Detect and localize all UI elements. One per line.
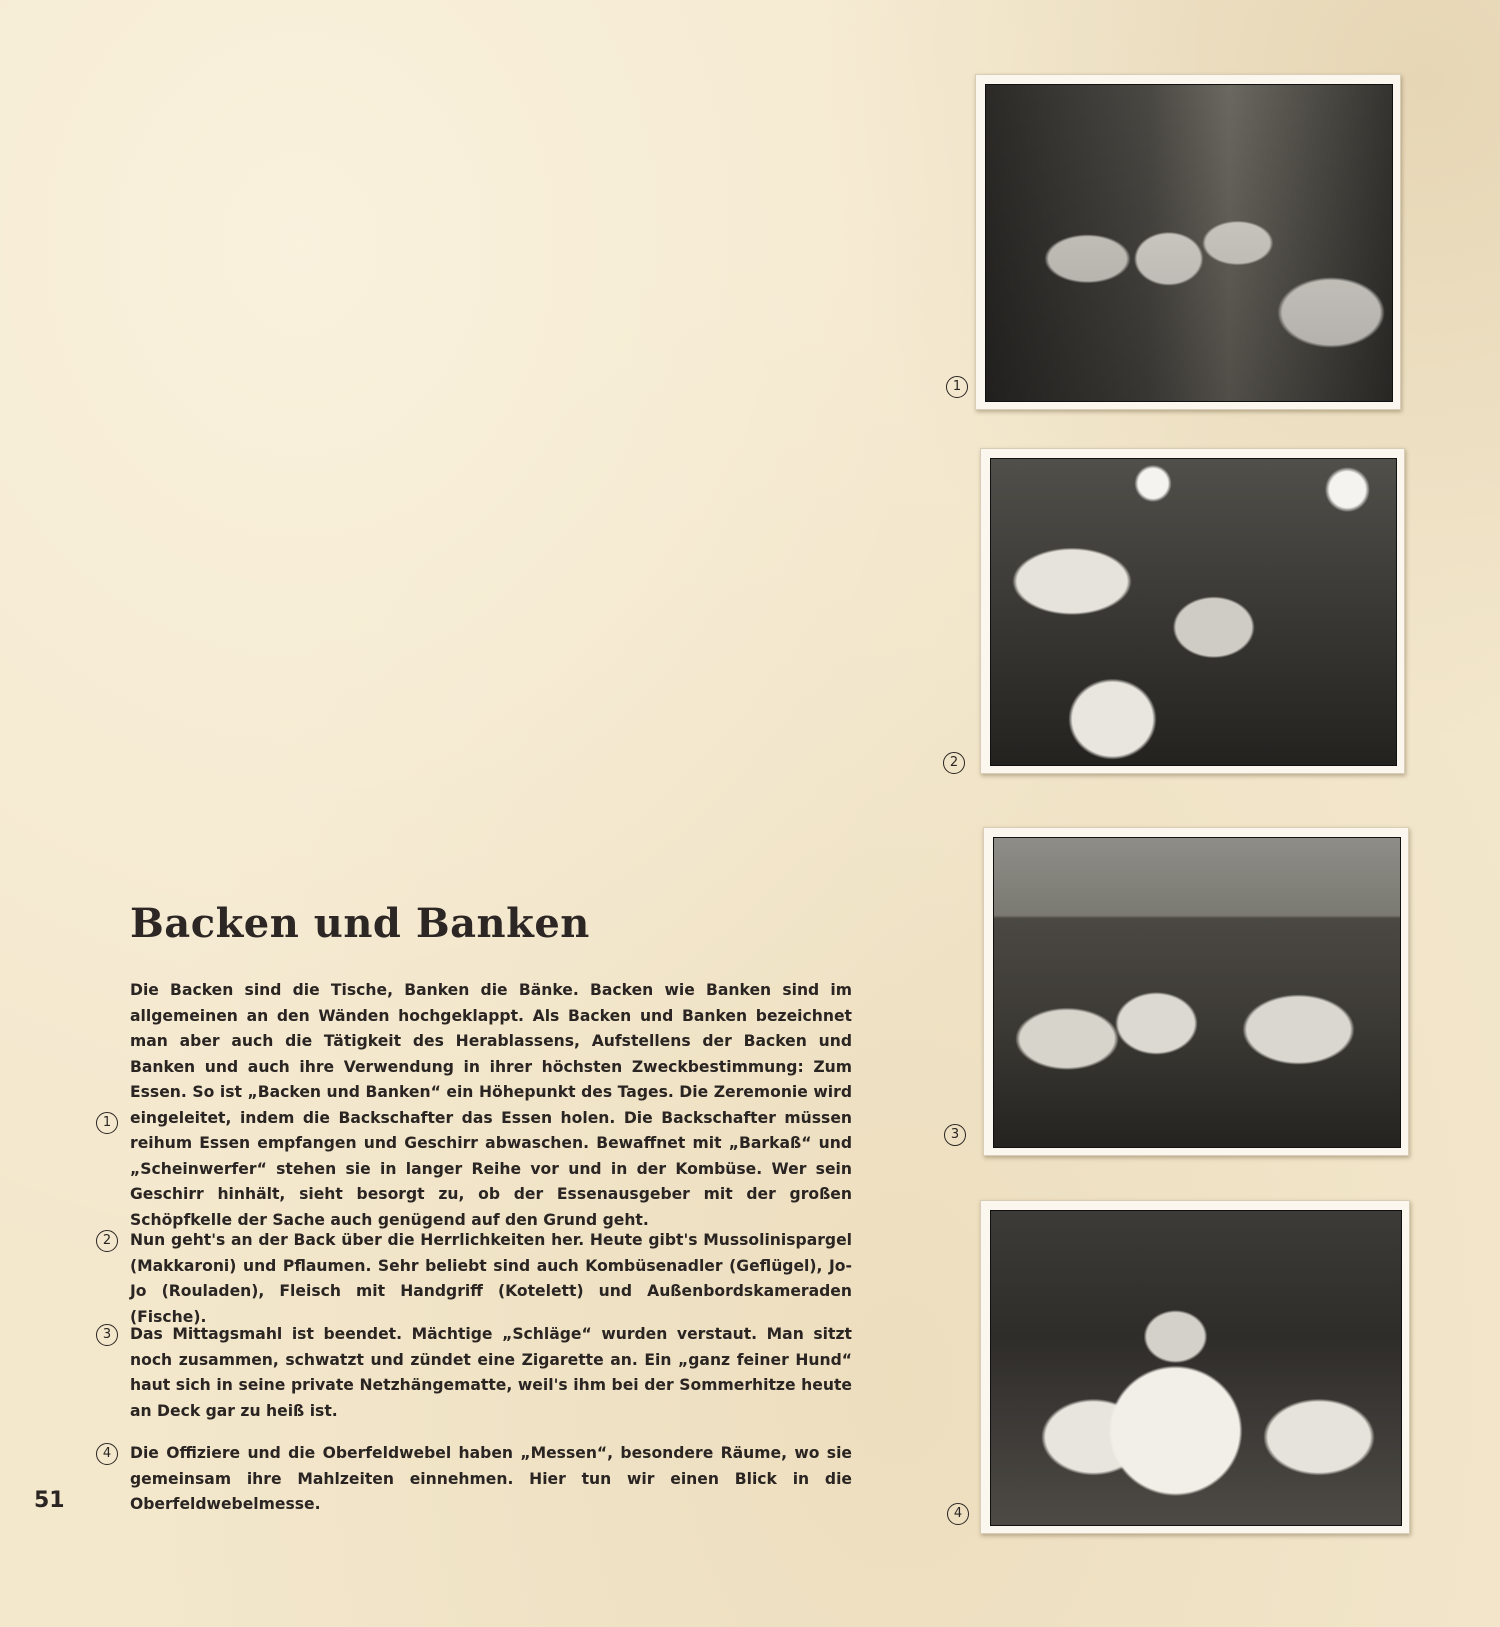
page-number: 51 <box>34 1488 65 1513</box>
photo-marker-1: 1 <box>946 376 968 398</box>
paragraph-3 <box>102 1322 852 1424</box>
page-title: Backen und Banken <box>130 900 590 947</box>
photo-image <box>990 1210 1402 1526</box>
paragraph-2 <box>102 1228 852 1330</box>
paragraph-text: Die Backen sind die Tische, Banken die Bänke. Backen wie Banken sind im allgemeinen an den Wänden hochgeklappt. Als Backen und Banken bezeichnet man aber auch die Tätigkeit des Herablassens, Aufstellens der Backen und Banken und auch ihre Verwendung in ihrer höchsten Zweckbestimmung: Zum Essen. So ist „Backen und Banken“ ein Höhepunkt des Tages. Die Zeremonie wird eingeleitet, indem die Backschafter das Essen holen. Die Backschafter müssen reihum Essen empfangen und Geschirr abwaschen. Bewaffnet mit „Barkaß“ und „Scheinwerfer“ stehen sie in langer Reihe vor und in der Kombüse. Wer sein Geschirr hinhält, sieht besorgt zu, ob der Essenausgeber mit der großen Schöpfkelle der Sache auch genügend auf den Grund geht. <box>130 981 852 1229</box>
paragraph-text: Nun geht's an der Back über die Herrlichkeiten her. Heute gibt's Mussolinispargel (Makkaroni) und Pflaumen. Sehr beliebt sind auch Kombüsenadler (Geflügel), Jo-Jo (Rouladen), Fleisch mit Handgriff (Kotelett) und Außenbordskameraden (Fische). <box>130 1231 852 1326</box>
photo-reference-marker-4: 4 <box>96 1443 118 1465</box>
photo-reference-marker-3: 3 <box>96 1324 118 1346</box>
photo-reference-marker-1: 1 <box>96 1112 118 1134</box>
photo-1-galley <box>975 74 1401 410</box>
paragraph-text: Die Offiziere und die Oberfeldwebel haben „Messen“, besondere Räume, wo sie gemeinsam ihre Mahlzeiten einnehmen. Hier tun wir einen Blick in die Oberfeldwebelmesse. <box>130 1444 852 1513</box>
photo-marker-3: 3 <box>944 1124 966 1146</box>
photo-marker-2: 2 <box>943 752 965 774</box>
photo-3-after-lunch <box>983 827 1409 1156</box>
photo-4-officers-mess <box>980 1200 1410 1534</box>
photo-image <box>985 84 1393 402</box>
photo-image <box>990 458 1397 766</box>
photo-marker-4: 4 <box>947 1503 969 1525</box>
paragraph-1 <box>102 978 852 1233</box>
photo-reference-marker-2: 2 <box>96 1230 118 1252</box>
photo-2-mess-deck <box>980 448 1405 774</box>
paragraph-4 <box>102 1441 852 1518</box>
paragraph-text: Das Mittagsmahl ist beendet. Mächtige „Schläge“ wurden verstaut. Man sitzt noch zusammen, schwatzt und zündet eine Zigarette an. Ein „ganz feiner Hund“ haut sich in seine private Netzhängematte, weil's ihm bei der Sommerhitze heute an Deck gar zu heiß ist. <box>130 1325 852 1420</box>
photo-image <box>993 837 1401 1148</box>
